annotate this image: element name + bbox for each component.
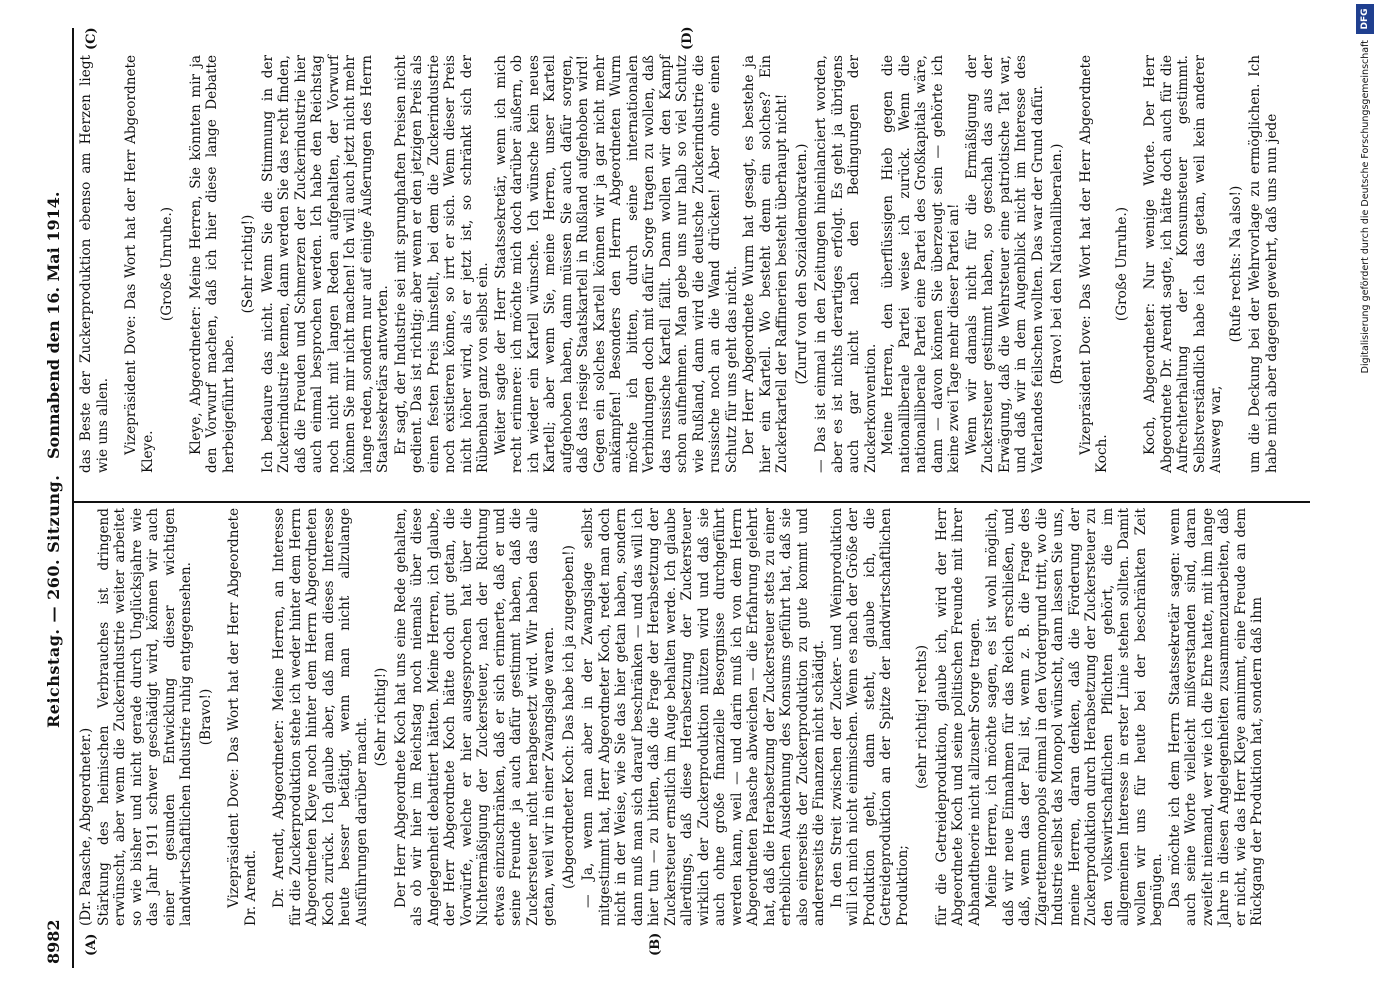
paragraph: (Große Unruhe.)	[159, 206, 175, 322]
paragraph: (Bravo! bei den Nationalliberalen.)	[1049, 143, 1065, 385]
paragraph: (Sehr richtig!)	[240, 214, 256, 314]
dfg-logo: DFG	[1356, 4, 1374, 34]
paragraph: Stärkung des heimischen Verbrauches ist dringend erwünscht, aber wenn die Zuckerindustrie weiter arbeitet so wie bisher und nicht gerade durch Unglücksjahre wie das Jahr 1911 schwer geschädigt wird, können wir auch einer gesunden Entwicklung dieser wichtigen landwirtschaftlichen Industrie ruhig entgegensehen.	[95, 508, 194, 926]
right-column	[78, 55, 1281, 473]
paragraph: Der Herr Abgeordnete Koch hat uns eine Rede gehalten, als ob wir hier im Reichstag noch niemals über diese Angelegenheit debattiert hätten. Meine Herren, ich glaube, der Herr Abgeordnete Koch hätte doch gut getan, die Vorwürfe, welche er hier ausgesprochen hat über die Nichtermäßigung der Zuckersteuer, nach der Richtung etwas einzuschränken, daß er sich erinnerte, daß er und seine Freunde ja auch dafür gestimmt haben, daß die Zuckersteuer nicht herabgesetzt wird. Wir haben das alle getan, weil wir in einer Zwangslage waren.	[392, 508, 557, 926]
margin-marker-d: (D)	[680, 26, 695, 50]
paragraph: Vizepräsident Dove: Das Wort hat der Herr Abgeordnete Dr. Arendt.	[226, 508, 259, 926]
funding-note: Digitalisierung gefördert durch die Deutsche Forschungsgemeinschaft	[1360, 40, 1371, 374]
session-date: Sonnabend den 16. Mai 1914.	[44, 191, 63, 459]
left-column	[78, 508, 1267, 926]
paragraph: (Große Unruhe.)	[1113, 206, 1130, 322]
paragraph: (Zuruf von den Sozialdemokraten.)	[793, 143, 810, 385]
margin-marker-c: (C)	[84, 27, 99, 50]
paragraph: In den Streit zwischen der Zucker- und Weinproduktion will ich mich nicht einmischen. Wenn es nach der Größe der Produktion geht, dann steht, glaube ich, die Getreideproduktion an der Spitze der landwirtschaftlichen Produktion;	[828, 508, 911, 926]
paragraph: (Rufe rechts: Na also!)	[1227, 185, 1244, 343]
session-title: Reichstag. — 260. Sitzung.	[44, 474, 63, 728]
paragraph: Vizepräsident Dove: Das Wort hat der Herr Abgeordnete Koch.	[1077, 55, 1110, 473]
paragraph: Koch, Abgeordneter: Nur wenige Worte. Der Herr Abgeordnete Dr. Arendt sagte, ich hätte doch auch für die Aufrechterhaltung der Konsumsteuer gestimmt. Selbstverständlich habe ich das getan, weil kein anderer Ausweg war,	[1142, 55, 1224, 473]
paragraph: das Beste der Zuckerproduktion ebenso am Herzen liegt wie uns allen.	[78, 55, 111, 473]
header-rule	[72, 28, 74, 968]
paragraph: — Ja, wenn man aber in der Zwangslage selbst mitgestimmt hat, Herr Abgeordneter Koch, redet man doch nicht in der Weise, wie Sie das hier getan haben, sondern dann muß man sich darauf beschränken — und das will ich hier tun — zu bitten, daß die Frage der Herabsetzung der Zuckersteuer ernstlich im Auge behalten werde. Ich glaube allerdings, daß diese Herabsetzung der Zuckersteuer wirklich der Zuckerproduktion nützen wird und daß sie auch ohne große finanzielle Besorgnisse durchgeführt werden kann, weil — und darin muß ich von dem Herrn Abgeordneten Paasche abweichen — die Erfahrung gelehrt hat, daß die Herabsetzung der Zuckersteuer stets zu einer erheblichen Ausdehnung des Konsums geführt hat, daß sie also einerseits der Zuckerproduktion zu gute kommt und andererseits die Finanzen nicht schädigt.	[580, 508, 827, 926]
paragraph: Weiter sagte der Herr Staatssekretär, wenn ich mich recht erinnere: ich möchte mich doch darüber äußern, ob ich wieder ein Kartell wünsche. Ich wünsche kein neues Kartell; aber wenn Sie, meine Herren, unser Kartell aufgehoben haben, dann müssen Sie auch dafür sorgen, daß das riesige Staatskartell in Rußland aufgehoben wird! Gegen ein solches Kartell können wir ja gar nicht mehr ankämpfen! Besonders den Herrn Abgeordneten Wurm möchte ich bitten, durch seine internationalen Verbindungen doch mit dafür Sorge tragen zu wollen, daß das russische Kartell fällt. Dann wollen wir den Kampf schon aufnehmen. Man gebe uns nur halb so viel Schutz wie Rußland, dann wird die deutsche Zuckerindustrie die russische noch an die Wand drücken! Aber ohne einen Schutz für uns geht das nicht.	[492, 55, 740, 473]
paragraph: Ich bedaure das nicht. Wenn Sie die Stimmung in der Zuckerindustrie kennen, dann werden Sie das recht finden, daß die Freuden und Schmerzen der Zuckerindustrie hier auch einmal besprochen werden. Ich habe den Reichstag noch nicht mit langen Reden aufgehalten, der Vorwurf können Sie mir nicht machen! Ich will auch jetzt nicht mehr lange reden, sondern nur auf einige Äußerungen des Herrn Staatssekretärs antworten.	[259, 55, 391, 473]
paragraph: Dr. Arendt, Abgeordneter: Meine Herren, an Interesse für die Zuckerproduktion stehe ich weder hinter dem Herrn Abgeordneten Kleye noch hinter dem Herrn Abgeordneten Koch zurück. Ich glaube aber, daß man dieses Interesse heute besser betätigt, wenn man nicht allzulange Ausführungen darüber macht.	[271, 508, 370, 926]
paragraph: (Abgeordneter Koch: Das habe ich ja zugegeben!)	[560, 545, 577, 889]
page-number: 8982	[44, 919, 63, 964]
digitization-stamp	[1352, 0, 1380, 1000]
paragraph: (sehr richtig! rechts)	[914, 644, 930, 790]
paragraph: Das möchte ich dem Herrn Staatssekretär sagen: wenn auch seine Worte vielleicht mißverstanden sind, daran zweifelt niemand, wer wie ich die Ehre hatte, mit ihm lange Jahre in diesen Angelegenheiten zusammenzuarbeiten, daß er nicht, wie das Herr Kleye annimmt, eine Freude an dem Rückgang der Produktion hat, sondern daß ihm	[1166, 508, 1265, 926]
paragraph: Meine Herren, den überflüssigen Hieb gegen die nationalliberale Partei weise ich zurück. Wenn die nationalliberale Partei eine Partei des Großkapitals wäre, dann — davon können Sie überzeugt sein — gehörte ich keine zwei Tage mehr dieser Partei an!	[880, 55, 962, 473]
paragraph: Kleye, Abgeordneter: Meine Herren, Sie könnten mir ja den Vorwurf machen, daß ich hier diese lange Debatte herbeigeführt habe.	[187, 55, 237, 473]
paragraph: Er sagt, der Industrie sei mit sprunghaften Preisen nicht gedient. Das ist richtig; aber wenn er den jetzigen Preis als einen festen Preis hinstellt, bei dem die Zuckerindustrie noch existieren könne, so irrt er sich. Wenn dieser Preis nicht höher wird, als er jetzt ist, so schränkt sich der Rübenbau ganz von selbst ein.	[392, 55, 491, 473]
paragraph: Wenn wir damals nicht für die Ermäßigung der Zuckersteuer gestimmt haben, so geschah das aus der Erwägung, daß die Wehrsteuer eine patriotische Tat war, und daß wir in dem Augenblick nicht im Interesse des Vaterlandes feilschen wollten. Das war der Grund dafür.	[963, 55, 1046, 473]
paragraph: Meine Herren, ich möchte sagen, es ist wohl möglich, daß wir neue Einnahmen für das Reich erschließen, und daß, wenn das der Fall ist, wenn z. B. die Frage des Zigarettenmonopols einmal in den Vordergrund tritt, wo die Industrie selbst das Monopol wünscht, dann lassen Sie uns, meine Herren, daran denken, daß die Förderung der Zuckerproduktion durch Herabsetzung der Zuckersteuer zu den volkswirtschaftlichen Pflichten gehört, die im allgemeinen Interesse in erster Linie stehen sollten. Damit wollen wir uns für heute bei der beschränkten Zeit begnügen.	[984, 508, 1165, 926]
paragraph: Der Herr Abgeordnete Wurm hat gesagt, es bestehe ja hier ein Kartell. Wo besteht denn ein solches? Ein Zuckerkartell der Raffinerien besteht überhaupt nicht!	[741, 55, 790, 473]
margin-marker-a: (A)	[84, 933, 99, 956]
paragraph: (Dr. Paasche, Abgeordneter.)	[78, 727, 94, 926]
paragraph: um die Deckung bei der Wehrvorlage zu ermöglichen. Ich habe mich aber dagegen gewehrt, daß uns nun jede	[1247, 55, 1280, 473]
paragraph: Vizepräsident Dove: Das Wort hat der Herr Abgeordnete Kleye.	[123, 55, 156, 473]
margin-marker-b: (B)	[648, 932, 663, 956]
paragraph: — Das ist einmal in den Zeitungen hineinlanciert worden, aber es ist nichts derartiges erfolgt. Es geht ja übrigens auch gar nicht nach den Bedingungen der Zuckerkonvention.	[813, 55, 879, 473]
paragraph: (Bravo!)	[197, 688, 214, 746]
paragraph: für die Getreideproduktion, glaube ich, wird der Herr Abgeordnete Koch und seine politischen Freunde mit ihrer Abhandtheorie nicht allzusehr Sorge tragen.	[933, 508, 983, 926]
paragraph: (Sehr richtig!)	[373, 667, 389, 767]
column-divider	[72, 501, 1310, 503]
page-header	[44, 64, 66, 964]
